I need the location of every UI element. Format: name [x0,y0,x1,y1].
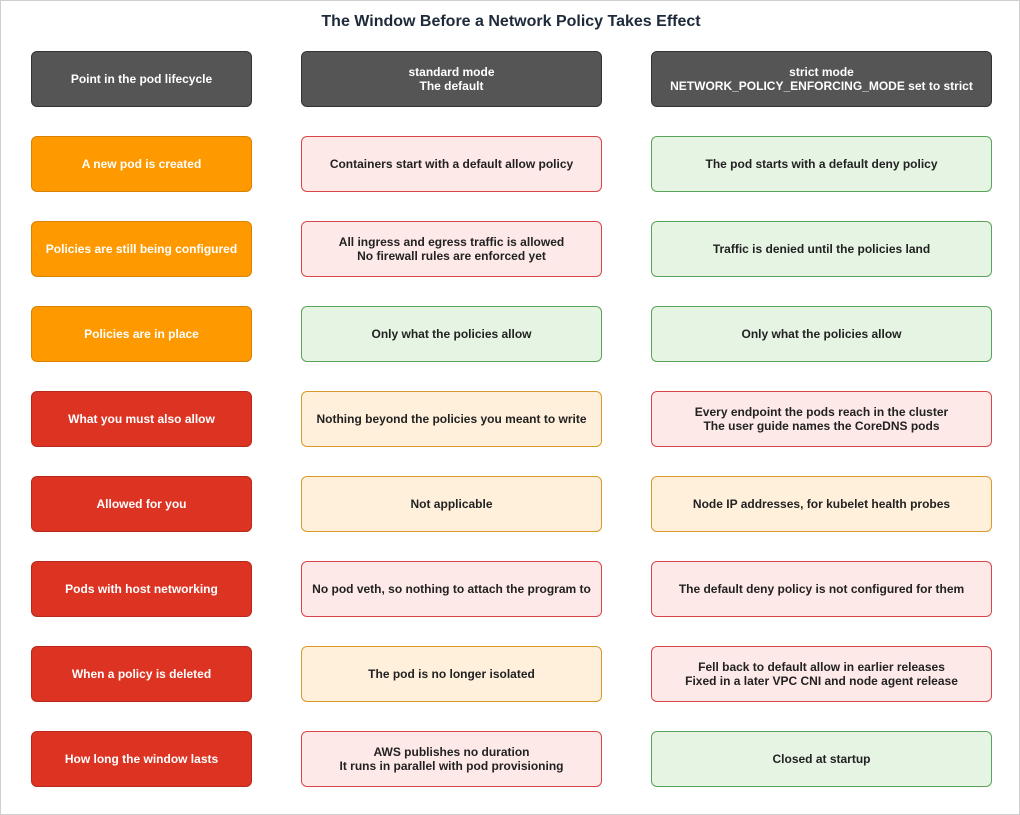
standard-mode-cell [301,306,602,362]
row-label [31,221,252,277]
row-label-text: When a policy is deleted [71,667,212,681]
standard-mode-cell-line-2: No firewall rules are enforced yet [357,249,546,263]
row-label [31,476,252,532]
strict-mode-cell [651,646,992,702]
header-strict-mode [651,51,992,107]
diagram-title: The Window Before a Network Policy Takes Effect [321,13,701,30]
standard-mode-cell [301,646,602,702]
strict-mode-cell [651,221,992,277]
standard-mode-cell [301,731,602,787]
standard-mode-cell-line-2: It runs in parallel with pod provisioning [339,759,564,773]
row-label-text: Pods with host networking [65,582,218,596]
standard-mode-cell-line-1: The pod is no longer isolated [368,667,535,681]
header-standard-mode [301,51,602,107]
standard-mode-cell [301,476,602,532]
header-lifecycle-text: Point in the pod lifecycle [70,72,213,86]
header-strict-line-2: NETWORK_POLICY_ENFORCING_MODE set to strict [670,79,973,93]
strict-mode-cell [651,136,992,192]
header-standard-line-2: The default [419,79,484,93]
strict-mode-cell-line-1: Fell back to default allow in earlier releases [698,660,945,674]
row-label [31,391,252,447]
row-label-text: Allowed for you [96,497,187,511]
strict-mode-cell [651,561,992,617]
row-label-text: A new pod is created [81,157,202,171]
strict-mode-cell-line-1: Closed at startup [772,752,871,766]
standard-mode-cell-line-1: AWS publishes no duration [373,745,530,759]
header-standard-line-1: standard mode [408,65,495,79]
standard-mode-cell-line-1: Nothing beyond the policies you meant to write [316,412,587,426]
strict-mode-cell-line-1: Traffic is denied until the policies land [712,242,931,256]
row-label-text: How long the window lasts [64,752,219,766]
standard-mode-cell-line-1: Not applicable [410,497,493,511]
strict-mode-cell-line-1: Only what the policies allow [741,327,902,341]
strict-mode-cell-line-1: The pod starts with a default deny policy [705,157,938,171]
standard-mode-cell [301,561,602,617]
row-label-text: Policies are in place [84,327,199,341]
header-strict-line-1: strict mode [789,65,854,79]
standard-mode-cell [301,221,602,277]
standard-mode-cell [301,136,602,192]
strict-mode-cell [651,476,992,532]
row-label [31,731,252,787]
standard-mode-cell-line-1: Only what the policies allow [371,327,532,341]
strict-mode-cell-line-2: The user guide names the CoreDNS pods [703,419,940,433]
strict-mode-cell-line-1: Node IP addresses, for kubelet health probes [692,497,951,511]
strict-mode-cell-line-1: The default deny policy is not configured for them [678,582,965,596]
strict-mode-cell [651,306,992,362]
standard-mode-cell-line-1: No pod veth, so nothing to attach the program to [312,582,591,596]
strict-mode-cell [651,391,992,447]
row-label [31,136,252,192]
header-lifecycle [31,51,252,107]
row-label [31,306,252,362]
row-label [31,646,252,702]
standard-mode-cell-line-1: All ingress and egress traffic is allowed [338,235,565,249]
row-label [31,561,252,617]
standard-mode-cell [301,391,602,447]
strict-mode-cell-line-2: Fixed in a later VPC CNI and node agent release [685,674,958,688]
standard-mode-cell-line-1: Containers start with a default allow policy [329,157,574,171]
row-label-text: What you must also allow [68,412,215,426]
strict-mode-cell-line-1: Every endpoint the pods reach in the cluster [694,405,949,419]
row-label-text: Policies are still being configured [45,242,238,256]
strict-mode-cell [651,731,992,787]
